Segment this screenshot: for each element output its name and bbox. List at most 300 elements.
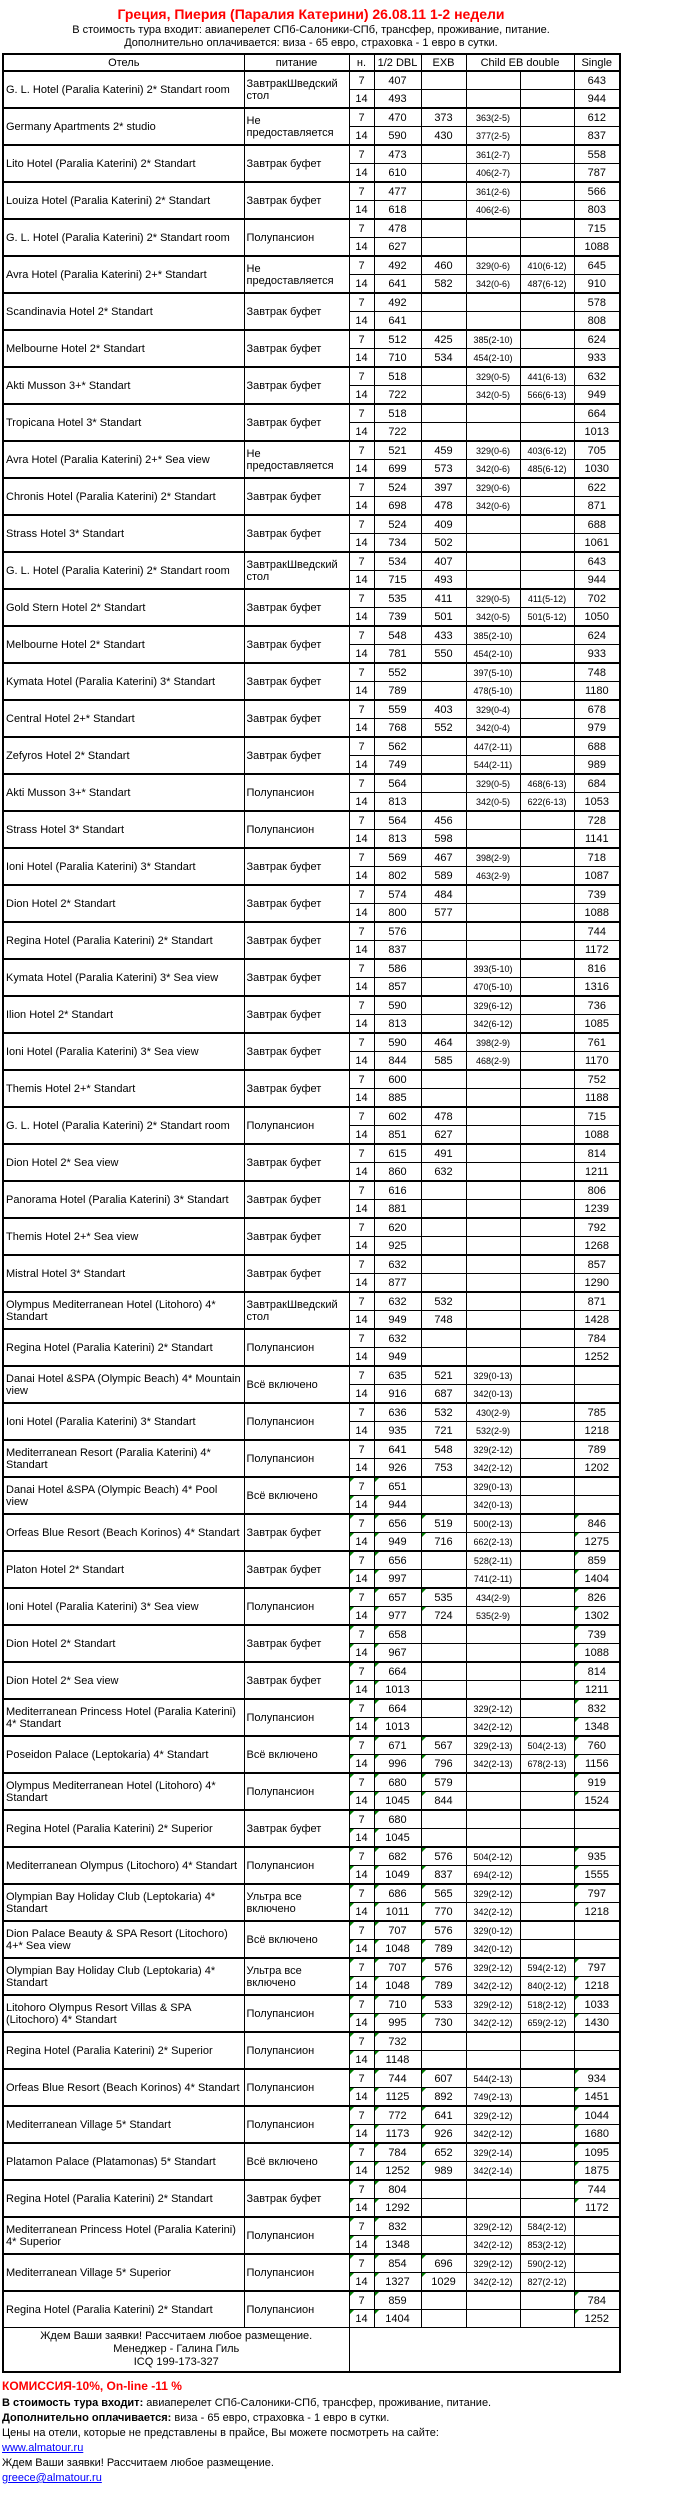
dbl-price: 837	[374, 941, 421, 960]
child-price-2	[520, 1126, 574, 1145]
email-link[interactable]: greece@almatour.ru	[2, 2472, 102, 2484]
meal-plan: Всё включено	[244, 1477, 349, 1514]
exb-price: 585	[421, 1052, 466, 1071]
nights-value: 7	[349, 2143, 374, 2162]
child-price-2	[520, 700, 574, 719]
nights-value: 14	[349, 312, 374, 331]
single-price: 1085	[574, 1015, 620, 1034]
table-header-row	[3, 54, 620, 71]
dbl-price: 680	[374, 1773, 421, 1792]
child-price-2	[520, 1829, 574, 1848]
meal-plan: Полупансион	[244, 2254, 349, 2291]
exb-price: 425	[421, 330, 466, 349]
meal-plan: Завтрак буфет	[244, 885, 349, 922]
hotel-row	[3, 552, 620, 571]
exb-price: 459	[421, 441, 466, 460]
nights-value: 7	[349, 1366, 374, 1385]
child-price-1: 694(2-12)	[466, 1866, 520, 1885]
hotel-name: Mediterranean Village 5* Standart	[3, 2106, 244, 2143]
child-price-1: 329(2-13)	[466, 1736, 520, 1755]
single-price: 1239	[574, 1200, 620, 1219]
single-price: 643	[574, 71, 620, 90]
hotel-name: Danai Hotel &SPA (Olympic Beach) 4* Pool view	[3, 1477, 244, 1514]
single-price	[574, 2217, 620, 2236]
child-price-1: 342(2-14)	[466, 2162, 520, 2181]
child-price-1: 385(2-10)	[466, 330, 520, 349]
child-price-2	[520, 201, 574, 220]
nights-value: 7	[349, 2180, 374, 2199]
exb-price: 724	[421, 1607, 466, 1626]
exb-price	[421, 793, 466, 812]
child-price-2	[520, 1940, 574, 1959]
child-price-1: 342(0-5)	[466, 793, 520, 812]
meal-plan: ЗавтракШведский стол	[244, 1292, 349, 1329]
exb-price	[421, 164, 466, 183]
child-price-2	[520, 1792, 574, 1811]
meal-plan: Полупансион	[244, 2291, 349, 2328]
single-price: 1218	[574, 1903, 620, 1922]
child-price-2	[520, 423, 574, 442]
dbl-price: 734	[374, 534, 421, 553]
exb-price: 464	[421, 1033, 466, 1052]
hotel-name: Melbourne Hotel 2* Standart	[3, 330, 244, 367]
dbl-price: 1125	[374, 2088, 421, 2107]
dbl-price: 1292	[374, 2199, 421, 2218]
single-price: 1180	[574, 682, 620, 701]
single-price: 744	[574, 2180, 620, 2199]
hotel-name: Tropicana Hotel 3* Standart	[3, 404, 244, 441]
child-price-2	[520, 2291, 574, 2310]
hotel-name: Strass Hotel 3* Standart	[3, 811, 244, 848]
child-price-2	[520, 1773, 574, 1792]
exb-price: 411	[421, 589, 466, 608]
exb-price	[421, 312, 466, 331]
child-price-2: 678(2-13)	[520, 1755, 574, 1774]
single-price: 705	[574, 441, 620, 460]
dbl-price: 722	[374, 386, 421, 405]
hotel-name: Danai Hotel &SPA (Olympic Beach) 4* Mountain view	[3, 1366, 244, 1403]
dbl-price: 407	[374, 71, 421, 90]
dbl-price: 749	[374, 756, 421, 775]
exb-price	[421, 922, 466, 941]
single-price: 739	[574, 1625, 620, 1644]
child-price-1	[466, 534, 520, 553]
child-price-2	[520, 1163, 574, 1182]
hotel-name: Gold Stern Hotel 2* Standart	[3, 589, 244, 626]
hotel-name: Dion Hotel 2* Sea view	[3, 1144, 244, 1181]
dbl-price: 877	[374, 1274, 421, 1293]
prices-note: Цены на отели, которые не представлены в прайсе, Вы можете посмотреть на сайте:	[2, 2427, 439, 2439]
nights-value: 14	[349, 2199, 374, 2218]
nights-value: 14	[349, 756, 374, 775]
child-price-2	[520, 2143, 574, 2162]
dbl-price: 658	[374, 1625, 421, 1644]
exb-price	[421, 2236, 466, 2255]
nights-value: 7	[349, 2069, 374, 2088]
exb-price	[421, 2310, 466, 2328]
child-price-2	[520, 1514, 574, 1533]
single-price: 934	[574, 2069, 620, 2088]
child-price-2	[520, 1015, 574, 1034]
dbl-price: 518	[374, 367, 421, 386]
col-exb: EXB	[421, 54, 466, 71]
exb-price: 519	[421, 1514, 466, 1533]
nights-value: 14	[349, 238, 374, 257]
child-price-1: 329(2-12)	[466, 2254, 520, 2273]
single-price: 739	[574, 885, 620, 904]
child-price-2	[520, 2199, 574, 2218]
meal-plan: Ультра все включено	[244, 1884, 349, 1921]
single-price: 919	[574, 1773, 620, 1792]
nights-value: 14	[349, 2088, 374, 2107]
child-price-2	[520, 2162, 574, 2181]
single-price	[574, 2273, 620, 2292]
child-price-1	[466, 1792, 520, 1811]
col-child: Child EB double	[466, 54, 574, 71]
child-price-1: 361(2-6)	[466, 182, 520, 201]
dbl-price: 944	[374, 1496, 421, 1515]
exb-price: 837	[421, 1866, 466, 1885]
exb-price: 748	[421, 1311, 466, 1330]
dbl-price: 1327	[374, 2273, 421, 2292]
child-price-2	[520, 2125, 574, 2144]
dbl-price: 707	[374, 1921, 421, 1940]
table-footer-empty	[349, 2328, 620, 2373]
child-price-2	[520, 127, 574, 146]
child-price-2	[520, 1718, 574, 1737]
dbl-price: 478	[374, 219, 421, 238]
hotel-row	[3, 663, 620, 682]
hotel-name: G. L. Hotel (Paralia Katerini) 2* Standart room	[3, 1107, 244, 1144]
single-price: 944	[574, 571, 620, 590]
hotel-name: Orfeas Blue Resort (Beach Korinos) 4* Standart	[3, 1514, 244, 1551]
single-price: 612	[574, 108, 620, 127]
exb-price: 535	[421, 1588, 466, 1607]
nights-value: 14	[349, 497, 374, 516]
child-price-1	[466, 1329, 520, 1348]
dbl-price: 492	[374, 256, 421, 275]
single-price: 816	[574, 959, 620, 978]
single-price	[574, 2236, 620, 2255]
meal-plan: Завтрак буфет	[244, 1662, 349, 1699]
dbl-price: 664	[374, 1699, 421, 1718]
child-price-2	[520, 1625, 574, 1644]
exb-price	[421, 2051, 466, 2070]
hotel-row	[3, 2143, 620, 2162]
nights-value: 7	[349, 2032, 374, 2051]
child-price-1	[466, 1163, 520, 1182]
child-price-1: 342(0-5)	[466, 608, 520, 627]
child-price-1	[466, 1218, 520, 1237]
nights-value: 7	[349, 1958, 374, 1977]
hotel-name: Regina Hotel (Paralia Katerini) 2* Standart	[3, 2180, 244, 2217]
hotel-row	[3, 1329, 620, 1348]
hotel-name: Dion Hotel 2* Standart	[3, 885, 244, 922]
nights-value: 14	[349, 1755, 374, 1774]
nights-value: 7	[349, 589, 374, 608]
meal-plan: Полупансион	[244, 1107, 349, 1144]
exb-price	[421, 404, 466, 423]
single-price: 566	[574, 182, 620, 201]
hotel-row	[3, 219, 620, 238]
hotel-row	[3, 1995, 620, 2014]
child-price-1: 342(2-12)	[466, 1718, 520, 1737]
nights-value: 14	[349, 534, 374, 553]
meal-plan: Завтрак буфет	[244, 1255, 349, 1292]
dbl-price: 564	[374, 811, 421, 830]
child-price-1: 363(2-5)	[466, 108, 520, 127]
exb-price	[421, 941, 466, 960]
child-price-2	[520, 1607, 574, 1626]
nights-value: 14	[349, 275, 374, 294]
single-price: 814	[574, 1144, 620, 1163]
single-price	[574, 2032, 620, 2051]
hotel-name: Regina Hotel (Paralia Katerini) 2* Superior	[3, 1810, 244, 1847]
single-price: 933	[574, 349, 620, 368]
meal-plan: Полупансион	[244, 1995, 349, 2032]
hotel-row	[3, 1958, 620, 1977]
meal-plan: Завтрак буфет	[244, 2180, 349, 2217]
single-price: 1170	[574, 1052, 620, 1071]
child-price-2	[520, 1070, 574, 1089]
nights-value: 7	[349, 1773, 374, 1792]
site-link[interactable]: www.almatour.ru	[2, 2442, 84, 2454]
child-price-1	[466, 1348, 520, 1367]
hotel-row	[3, 256, 620, 275]
single-price: 1252	[574, 1348, 620, 1367]
child-price-2	[520, 1459, 574, 1478]
dbl-price: 949	[374, 1348, 421, 1367]
hotel-name: Ioni Hotel (Paralia Katerini) 3* Sea view	[3, 1588, 244, 1625]
hotel-row	[3, 1514, 620, 1533]
hotel-name: Mediterranean Olympus (Litochoro) 4* Standart	[3, 1847, 244, 1884]
hotel-name: Platon Hotel 2* Standart	[3, 1551, 244, 1588]
nights-value: 14	[349, 1163, 374, 1182]
exb-price: 716	[421, 1533, 466, 1552]
child-price-2	[520, 164, 574, 183]
meal-plan: Полупансион	[244, 2106, 349, 2143]
meal-plan: Завтрак буфет	[244, 626, 349, 663]
exb-price	[421, 1015, 466, 1034]
exb-price: 789	[421, 1977, 466, 1996]
meal-plan: Завтрак буфет	[244, 1625, 349, 1662]
dbl-price: 813	[374, 793, 421, 812]
child-price-1	[466, 922, 520, 941]
child-price-2: 411(5-12)	[520, 589, 574, 608]
child-price-2	[520, 1144, 574, 1163]
dbl-price: 671	[374, 1736, 421, 1755]
exb-price	[421, 145, 466, 164]
exb-price: 926	[421, 2125, 466, 2144]
child-price-2	[520, 293, 574, 312]
exb-price: 565	[421, 1884, 466, 1903]
child-price-2: 584(2-12)	[520, 2217, 574, 2236]
child-price-1	[466, 941, 520, 960]
hotel-name: Platamon Palace (Platamonas) 5* Standart	[3, 2143, 244, 2180]
nights-value: 7	[349, 663, 374, 682]
nights-value: 14	[349, 1126, 374, 1145]
hotel-name: Mediterranean Village 5* Superior	[3, 2254, 244, 2291]
child-price-2	[520, 90, 574, 109]
dbl-price: 860	[374, 1163, 421, 1182]
child-price-1: 397(5-10)	[466, 663, 520, 682]
child-price-2: 659(2-12)	[520, 2014, 574, 2033]
child-price-1	[466, 1126, 520, 1145]
single-price: 789	[574, 1440, 620, 1459]
hotel-row	[3, 2106, 620, 2125]
hotel-name: Louiza Hotel (Paralia Katerini) 2* Standart	[3, 182, 244, 219]
child-price-2	[520, 2032, 574, 2051]
nights-value: 7	[349, 848, 374, 867]
child-price-2	[520, 145, 574, 164]
child-price-2	[520, 1403, 574, 1422]
hotel-row	[3, 589, 620, 608]
child-price-1: 342(0-13)	[466, 1496, 520, 1515]
exb-price	[421, 1237, 466, 1256]
nights-value: 7	[349, 1921, 374, 1940]
dbl-price: 844	[374, 1052, 421, 1071]
child-price-1	[466, 1255, 520, 1274]
nights-value: 7	[349, 1551, 374, 1570]
child-price-1: 329(0-13)	[466, 1477, 520, 1496]
exb-price	[421, 1181, 466, 1200]
child-price-1: 434(2-9)	[466, 1588, 520, 1607]
single-price: 1030	[574, 460, 620, 479]
dbl-price: 616	[374, 1181, 421, 1200]
meal-plan: Завтрак буфет	[244, 478, 349, 515]
child-price-2	[520, 719, 574, 738]
hotel-name: Melbourne Hotel 2* Standart	[3, 626, 244, 663]
exb-price: 533	[421, 1995, 466, 2014]
hotel-name: Ioni Hotel (Paralia Katerini) 3* Standart	[3, 848, 244, 885]
child-price-1	[466, 2291, 520, 2310]
exb-price	[421, 1718, 466, 1737]
dbl-price: 518	[374, 404, 421, 423]
child-price-2	[520, 682, 574, 701]
single-price: 1095	[574, 2143, 620, 2162]
single-price: 871	[574, 1292, 620, 1311]
hotel-name: Kymata Hotel (Paralia Katerini) 3* Sea view	[3, 959, 244, 996]
child-price-1	[466, 1237, 520, 1256]
dbl-price: 925	[374, 1237, 421, 1256]
child-price-2	[520, 959, 574, 978]
hotel-row	[3, 1033, 620, 1052]
single-price: 1404	[574, 1570, 620, 1589]
single-price: 744	[574, 922, 620, 941]
exb-price: 577	[421, 904, 466, 923]
nights-value: 7	[349, 1144, 374, 1163]
nights-value: 14	[349, 1200, 374, 1219]
nights-value: 7	[349, 885, 374, 904]
child-price-2: 827(2-12)	[520, 2273, 574, 2292]
dbl-price: 1011	[374, 1903, 421, 1922]
hotel-name: G. L. Hotel (Paralia Katerini) 2* Standart room	[3, 552, 244, 589]
exb-price: 467	[421, 848, 466, 867]
hotel-row	[3, 737, 620, 756]
meal-plan: Полупансион	[244, 1773, 349, 1810]
child-price-2	[520, 1274, 574, 1293]
meal-plan: ЗавтракШведский стол	[244, 71, 349, 108]
exb-price: 532	[421, 1403, 466, 1422]
nights-value: 14	[349, 1385, 374, 1404]
dbl-price: 1013	[374, 1718, 421, 1737]
included-note-text: авиаперелет СПб-Салоники-СПб, трансфер, проживание, питание.	[143, 2397, 492, 2409]
single-price: 859	[574, 1551, 620, 1570]
single-price: 1156	[574, 1755, 620, 1774]
child-price-2	[520, 1181, 574, 1200]
single-price	[574, 2051, 620, 2070]
hotel-name: Mediterranean Princess Hotel (Paralia Katerini) 4* Superior	[3, 2217, 244, 2254]
child-price-2	[520, 996, 574, 1015]
hotel-name: Themis Hotel 2+* Standart	[3, 1070, 244, 1107]
single-price: 832	[574, 1699, 620, 1718]
hotel-name: Strass Hotel 3* Standart	[3, 515, 244, 552]
child-price-1	[466, 293, 520, 312]
dbl-price: 651	[374, 1477, 421, 1496]
child-price-2	[520, 626, 574, 645]
single-price: 1875	[574, 2162, 620, 2181]
dbl-price: 802	[374, 867, 421, 886]
meal-plan: Завтрак буфет	[244, 404, 349, 441]
hotel-row	[3, 996, 620, 1015]
exb-price	[421, 423, 466, 442]
child-price-2	[520, 1699, 574, 1718]
child-price-1: 329(2-12)	[466, 1440, 520, 1459]
footer-manager-line: Менеджер - Галина Гиль	[113, 2343, 240, 2355]
meal-plan: Завтрак буфет	[244, 1144, 349, 1181]
single-price: 1211	[574, 1681, 620, 1700]
nights-value: 7	[349, 1847, 374, 1866]
single-price: 792	[574, 1218, 620, 1237]
exb-price: 579	[421, 1773, 466, 1792]
dbl-price: 698	[374, 497, 421, 516]
single-price: 846	[574, 1514, 620, 1533]
single-price: 748	[574, 663, 620, 682]
dbl-price: 602	[374, 1107, 421, 1126]
hotel-name: Panorama Hotel (Paralia Katerini) 3* Standart	[3, 1181, 244, 1218]
hotel-name: Regina Hotel (Paralia Katerini) 2* Standart	[3, 1329, 244, 1366]
child-price-2	[520, 848, 574, 867]
hotel-row	[3, 441, 620, 460]
single-price: 1302	[574, 1607, 620, 1626]
exb-price: 589	[421, 867, 466, 886]
meal-plan: Ультра все включено	[244, 1958, 349, 1995]
hotel-name: Olympus Mediterranean Hotel (Litohoro) 4* Standart	[3, 1773, 244, 1810]
nights-value: 14	[349, 1274, 374, 1293]
dbl-price: 521	[374, 441, 421, 460]
child-price-1	[466, 1144, 520, 1163]
exb-price: 550	[421, 645, 466, 664]
dbl-price: 632	[374, 1255, 421, 1274]
single-price: 797	[574, 1884, 620, 1903]
child-price-2	[520, 2051, 574, 2070]
exb-price	[421, 959, 466, 978]
exb-price	[421, 1496, 466, 1515]
child-price-2	[520, 1533, 574, 1552]
dbl-price: 1048	[374, 1940, 421, 1959]
nights-value: 14	[349, 608, 374, 627]
exb-price: 844	[421, 1792, 466, 1811]
child-price-2	[520, 1200, 574, 1219]
child-price-2	[520, 2106, 574, 2125]
exb-price	[421, 737, 466, 756]
child-price-2: 853(2-12)	[520, 2236, 574, 2255]
dbl-price: 1148	[374, 2051, 421, 2070]
child-price-2	[520, 1903, 574, 1922]
exb-price: 652	[421, 2143, 466, 2162]
child-price-2	[520, 1366, 574, 1385]
nights-value: 14	[349, 1570, 374, 1589]
